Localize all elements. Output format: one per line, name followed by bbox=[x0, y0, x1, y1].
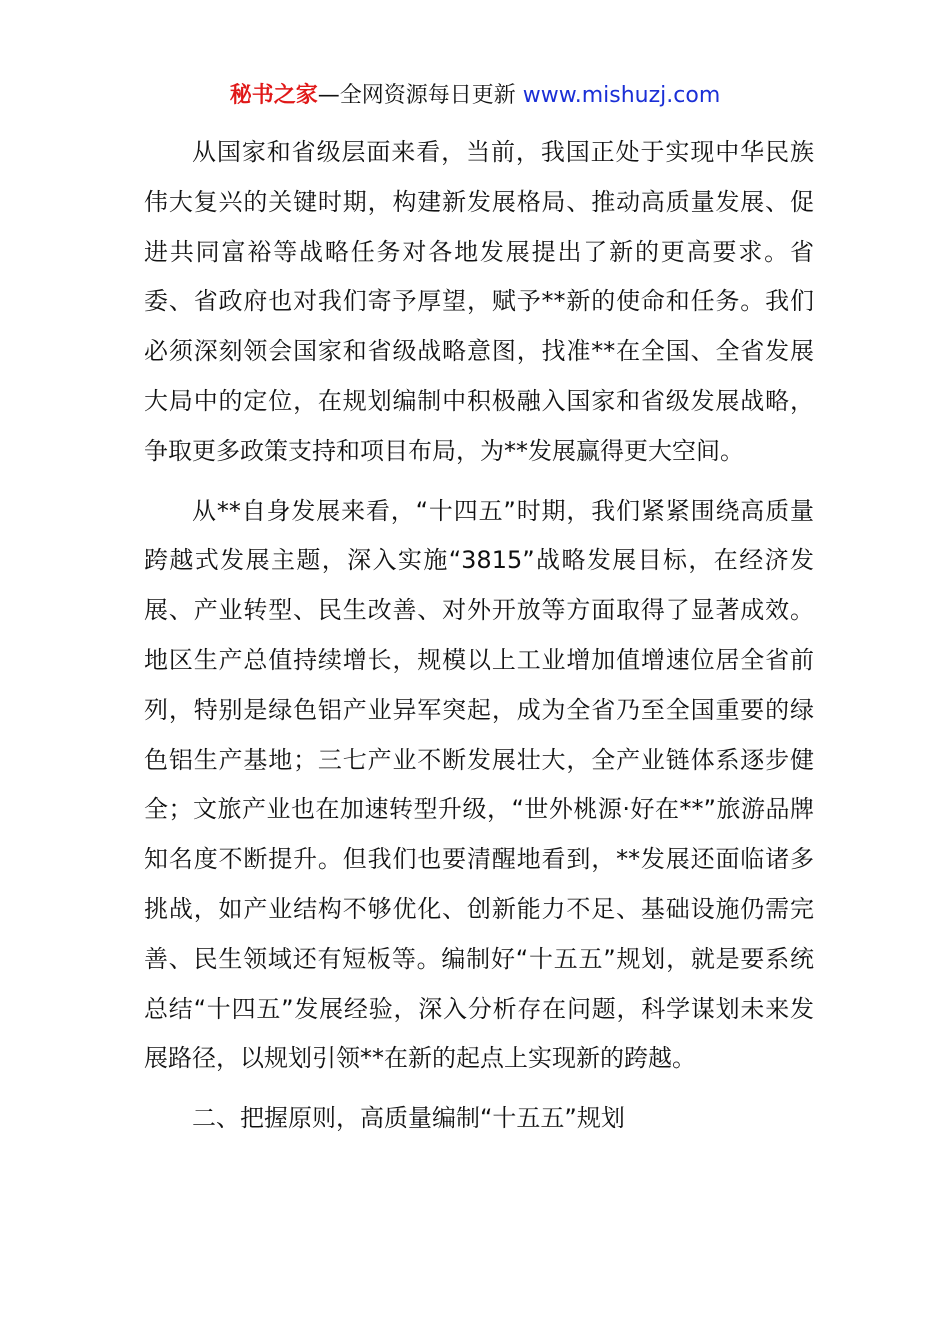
paragraph-local-development: 从**自身发展来看，“十四五”时期，我们紧紧围绕高质量跨越式发展主题，深入实施“3815”战略发展目标，在经济发展、产业转型、民生改善、对外开放等方面取得了显著成效。地区生产总值持续增长，规模以上工业增加值增速位居全省前列，特别是绿色铝产业异军突起，成为全省乃至全国重要的绿色铝生产基地；三七产业不断发展壮大，全产业链体系逐步健全；文旅产业也在加速转型升级，“世外桃源·好在**”旅游品牌知名度不断提升。但我们也要清醒地看到，**发展还面临诸多挑战，如产业结构不够优化、创新能力不足、基础设施仍需完善、民生领域还有短板等。编制好“十五五”规划，就是要系统总结“十四五”发展经验，深入分析存在问题，科学谋划未来发展路径，以规划引领**在新的起点上实现新的跨越。 bbox=[144, 496, 814, 1073]
site-header bbox=[0, 80, 950, 112]
section-heading: 二、把握原则，高质量编制“十五五”规划 bbox=[192, 1104, 625, 1133]
paragraph-national-context: 从国家和省级层面来看，当前，我国正处于实现中华民族伟大复兴的关键时期，构建新发展格局、推动高质量发展、促进共同富裕等战略任务对各地发展提出了新的更高要求。省委、省政府也对我们寄予厚望，赋予**新的使命和任务。我们必须深刻领会国家和省级战略意图，找准**在全国、全省发展大局中的定位，在规划编制中积极融入国家和省级发展战略，争取更多政策支持和项目布局，为**发展赢得更大空间。 bbox=[144, 138, 814, 465]
header-tagline: —全网资源每日更新 bbox=[317, 83, 516, 108]
brand-name: 秘书之家 bbox=[229, 83, 318, 108]
site-url-link[interactable]: www.mishuzj.com bbox=[515, 83, 721, 108]
document-body bbox=[144, 128, 814, 1144]
